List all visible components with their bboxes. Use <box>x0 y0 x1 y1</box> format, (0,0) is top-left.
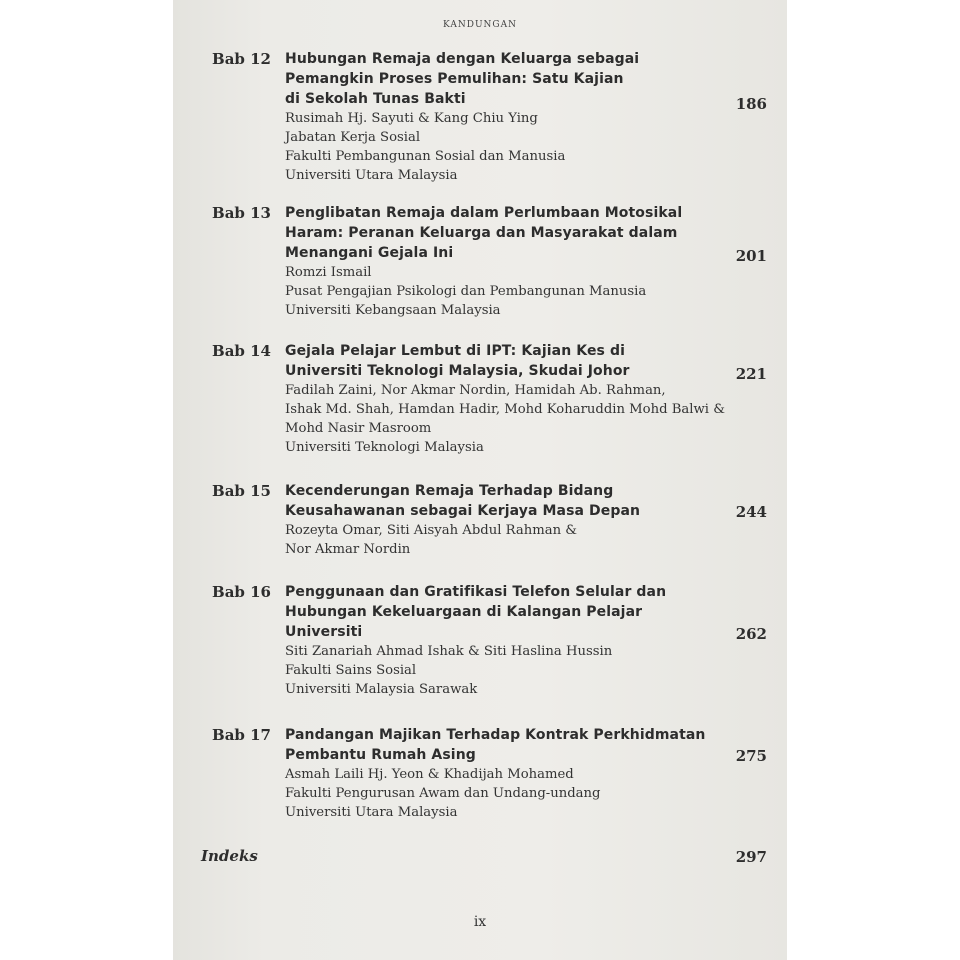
chapter-authors <box>285 765 755 822</box>
chapter-title <box>285 481 755 521</box>
title-line: Menangani Gejala Ini <box>285 245 454 261</box>
meta-line: Fakulti Pengurusan Awam dan Undang-undang <box>285 786 601 801</box>
chapter-number: Bab 14 <box>212 342 271 360</box>
meta-line: Fakulti Sains Sosial <box>285 663 417 678</box>
chapter-number: Bab 16 <box>212 583 271 601</box>
title-line: Universiti Teknologi Malaysia, Skudai Johor <box>285 363 630 379</box>
entry-content <box>285 203 755 320</box>
title-line: Haram: Peranan Keluarga dan Masyarakat dalam <box>285 225 678 241</box>
title-line: Pembantu Rumah Asing <box>285 747 476 763</box>
chapter-title <box>285 49 755 109</box>
meta-line: Rusimah Hj. Sayuti & Kang Chiu Ying <box>285 111 538 126</box>
page-number: 221 <box>735 365 767 383</box>
meta-line: Nor Akmar Nordin <box>285 542 411 557</box>
meta-line: Pusat Pengajian Psikologi dan Pembangunan Manusia <box>285 284 647 299</box>
meta-line: Romzi Ismail <box>285 265 372 280</box>
meta-line: Universiti Teknologi Malaysia <box>285 440 484 455</box>
entry-content <box>285 49 755 185</box>
title-line: Pemangkin Proses Pemulihan: Satu Kajian <box>285 71 624 87</box>
entry-content <box>285 341 755 457</box>
meta-line: Universiti Malaysia Sarawak <box>285 682 478 697</box>
chapter-authors <box>285 109 755 185</box>
chapter-title <box>285 341 755 381</box>
chapter-number: Bab 13 <box>212 204 271 222</box>
meta-line: Universiti Kebangsaan Malaysia <box>285 303 501 318</box>
title-line: Kecenderungan Remaja Terhadap Bidang <box>285 483 614 499</box>
chapter-authors <box>285 642 755 699</box>
index-page-number: 297 <box>735 848 767 866</box>
folio: ix <box>473 914 487 930</box>
chapter-authors <box>285 263 755 320</box>
chapter-title <box>285 725 755 765</box>
entry-content <box>285 582 755 699</box>
index-label: Indeks <box>201 847 258 865</box>
title-line: Penggunaan dan Gratifikasi Telefon Selular dan <box>285 584 667 600</box>
entry-content <box>285 481 755 559</box>
title-line: Pandangan Majikan Terhadap Kontrak Perkhidmatan <box>285 727 706 743</box>
meta-line: Jabatan Kerja Sosial <box>285 130 421 145</box>
chapter-title <box>285 582 755 642</box>
chapter-number: Bab 15 <box>212 482 271 500</box>
title-line: di Sekolah Tunas Bakti <box>285 91 466 107</box>
page-number: 186 <box>735 95 767 113</box>
chapter-title <box>285 203 755 263</box>
chapter-number: Bab 17 <box>212 726 271 744</box>
title-line: Gejala Pelajar Lembut di IPT: Kajian Kes di <box>285 343 625 359</box>
meta-line: Universiti Utara Malaysia <box>285 168 458 183</box>
meta-line: Rozeyta Omar, Siti Aisyah Abdul Rahman & <box>285 523 577 538</box>
running-head: KANDUNGAN <box>443 20 517 30</box>
chapter-authors <box>285 381 755 457</box>
page-number: 244 <box>735 503 767 521</box>
page-number: 275 <box>735 747 767 765</box>
title-line: Universiti <box>285 624 363 640</box>
page-number: 201 <box>735 247 767 265</box>
meta-line: Ishak Md. Shah, Hamdan Hadir, Mohd Koharuddin Mohd Balwi & <box>285 402 725 417</box>
chapter-number: Bab 12 <box>212 50 271 68</box>
meta-line: Fadilah Zaini, Nor Akmar Nordin, Hamidah Ab. Rahman, <box>285 383 666 398</box>
book-page <box>173 0 787 960</box>
entry-content <box>285 725 755 822</box>
title-line: Keusahawanan sebagai Kerjaya Masa Depan <box>285 503 641 519</box>
title-line: Penglibatan Remaja dalam Perlumbaan Motosikal <box>285 205 683 221</box>
meta-line: Mohd Nasir Masroom <box>285 421 432 436</box>
page-number: 262 <box>735 625 767 643</box>
title-line: Hubungan Remaja dengan Keluarga sebagai <box>285 51 640 67</box>
meta-line: Siti Zanariah Ahmad Ishak & Siti Haslina Hussin <box>285 644 613 659</box>
meta-line: Asmah Laili Hj. Yeon & Khadijah Mohamed <box>285 767 574 782</box>
chapter-authors <box>285 521 755 559</box>
meta-line: Universiti Utara Malaysia <box>285 805 458 820</box>
meta-line: Fakulti Pembangunan Sosial dan Manusia <box>285 149 566 164</box>
title-line: Hubungan Kekeluargaan di Kalangan Pelajar <box>285 604 643 620</box>
